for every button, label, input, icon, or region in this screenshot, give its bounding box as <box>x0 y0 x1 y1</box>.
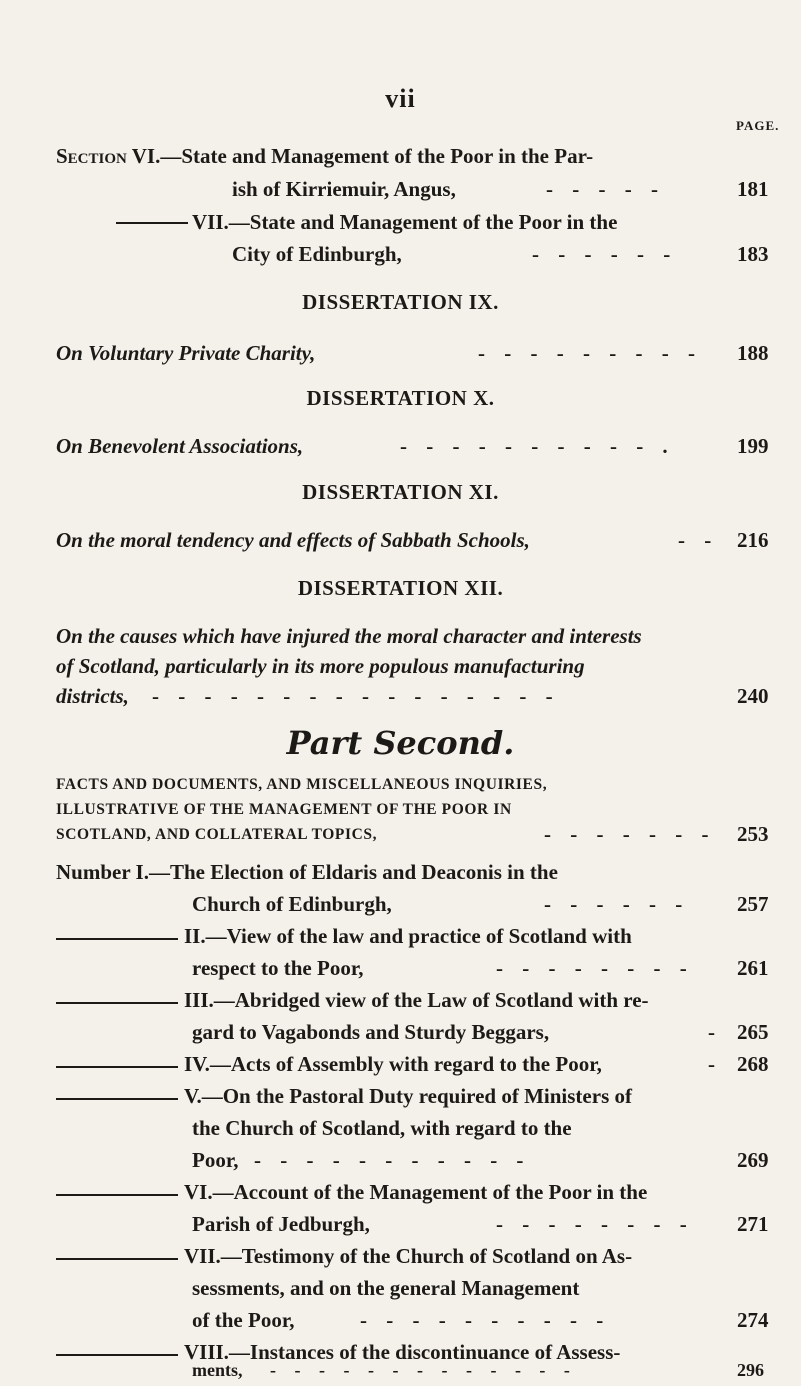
dissertation-ix-page: 188 <box>737 341 769 365</box>
dissertation-xii-title-line1: On the causes which have injured the moral character and interests <box>56 624 642 648</box>
part-desc-dots: - - - - - - - <box>544 822 716 846</box>
section-vi-page: 181 <box>737 177 769 201</box>
number-vi-line2: Parish of Jedburgh, <box>192 1212 370 1236</box>
number-i-line2: Church of Edinburgh, <box>192 892 392 916</box>
ditto-rule <box>56 1002 178 1004</box>
number-v-line3: Poor, <box>192 1148 239 1172</box>
part-desc-page: 253 <box>737 822 769 846</box>
number-viii-page: 296 <box>737 1360 764 1380</box>
number-iv-dots: - <box>708 1052 722 1076</box>
dissertation-xi-dots: - - <box>678 528 719 552</box>
number-vii-line3: of the Poor, <box>192 1308 295 1332</box>
number-viii-line2: ments, <box>192 1360 243 1380</box>
number-ii-line2: respect to the Poor, <box>192 956 364 980</box>
number-iv-line1: IV.—Acts of Assembly with regard to the Poor, <box>184 1052 602 1076</box>
number-vii-line1: VII.—Testimony of the Church of Scotland on As- <box>184 1244 633 1268</box>
number-vii-dots: - - - - - - - - - - <box>360 1308 611 1332</box>
number-iii-line1: III.—Abridged view of the Law of Scotland with re- <box>184 988 649 1012</box>
section-vii-title-line1: VII.—State and Management of the Poor in the <box>192 210 618 234</box>
number-i-page: 257 <box>737 892 769 916</box>
dissertation-xi-page: 216 <box>737 528 769 552</box>
ditto-rule <box>56 1066 178 1068</box>
number-vi-line1: VI.—Account of the Management of the Poor in the <box>184 1180 648 1204</box>
section-vii-title-line2: City of Edinburgh, <box>232 242 402 266</box>
dissertation-x-heading: DISSERTATION X. <box>306 386 495 410</box>
page-column-header: PAGE. <box>736 118 780 133</box>
section-vi-title-line1: VI.—State and Management of the Poor in the Par- <box>131 144 594 168</box>
dissertation-x-dots: - - - - - - - - - - . <box>400 434 675 458</box>
number-vi-dots: - - - - - - - - <box>496 1212 694 1236</box>
part-desc-line3: SCOTLAND, AND COLLATERAL TOPICS, <box>56 826 378 843</box>
number-v-page: 269 <box>737 1148 769 1172</box>
dissertation-xii-dots: - - - - - - - - - - - - - - - - <box>152 684 560 708</box>
ditto-rule <box>56 938 178 940</box>
number-vi-page: 271 <box>737 1212 769 1236</box>
section-vi-line1 <box>56 144 593 169</box>
part-desc-line2: ILLUSTRATIVE OF THE MANAGEMENT OF THE POOR IN <box>56 801 512 818</box>
dissertation-x-title: On Benevolent Associations, <box>56 434 304 458</box>
number-iii-page: 265 <box>737 1020 769 1044</box>
folio-number: vii <box>385 84 416 113</box>
number-iii-line2: gard to Vagabonds and Sturdy Beggars, <box>192 1020 550 1044</box>
number-ii-line1: II.—View of the law and practice of Scotland with <box>184 924 632 948</box>
dissertation-xii-title-line3: districts, <box>56 684 129 708</box>
number-iii-dots: - <box>708 1020 722 1044</box>
dissertation-ix-heading: DISSERTATION IX. <box>302 290 499 314</box>
number-v-dots: - - - - - - - - - - - <box>254 1148 531 1172</box>
number-i-dots: - - - - - - <box>544 892 690 916</box>
part-second-heading: Part Second. <box>286 724 515 762</box>
dissertation-x-page: 199 <box>737 434 769 458</box>
section-label: Section <box>56 144 127 168</box>
part-desc-line1: FACTS AND DOCUMENTS, AND MISCELLANEOUS INQUIRIES, <box>56 776 548 793</box>
section-vii-page: 183 <box>737 242 769 266</box>
ditto-rule <box>56 1258 178 1260</box>
ditto-rule <box>56 1194 178 1196</box>
number-iv-page: 268 <box>737 1052 769 1076</box>
ditto-rule <box>56 1354 178 1356</box>
number-i-line1: Number I.—The Election of Eldaris and Deaconis in the <box>56 860 558 884</box>
ditto-rule <box>56 1098 178 1100</box>
dissertation-ix-dots: - - - - - - - - - <box>478 341 702 365</box>
section-vi-title-line2: ish of Kirriemuir, Angus, <box>232 177 456 201</box>
dissertation-xii-page: 240 <box>737 684 769 708</box>
number-vii-page: 274 <box>737 1308 769 1332</box>
dissertation-xi-title: On the moral tendency and effects of Sabbath Schools, <box>56 528 530 552</box>
ditto-rule <box>116 222 188 224</box>
number-viii-line1: VIII.—Instances of the discontinuance of Assess- <box>184 1340 621 1364</box>
section-vii-dots: - - - - - - <box>532 242 678 266</box>
number-v-line2: the Church of Scotland, with regard to the <box>192 1116 572 1140</box>
dissertation-xii-heading: DISSERTATION XII. <box>297 576 504 600</box>
number-vii-line2: sessments, and on the general Management <box>192 1276 580 1300</box>
dissertation-xii-title-line2: of Scotland, particularly in its more populous manufacturing <box>56 654 585 678</box>
section-vi-dots: - - - - - <box>546 177 665 201</box>
number-v-line1: V.—On the Pastoral Duty required of Ministers of <box>184 1084 632 1108</box>
dissertation-ix-title: On Voluntary Private Charity, <box>56 341 316 365</box>
number-ii-dots: - - - - - - - - <box>496 956 694 980</box>
number-viii-dots: - - - - - - - - - - - - - <box>270 1360 577 1380</box>
number-ii-page: 261 <box>737 956 769 980</box>
dissertation-xi-heading: DISSERTATION XI. <box>302 480 499 504</box>
